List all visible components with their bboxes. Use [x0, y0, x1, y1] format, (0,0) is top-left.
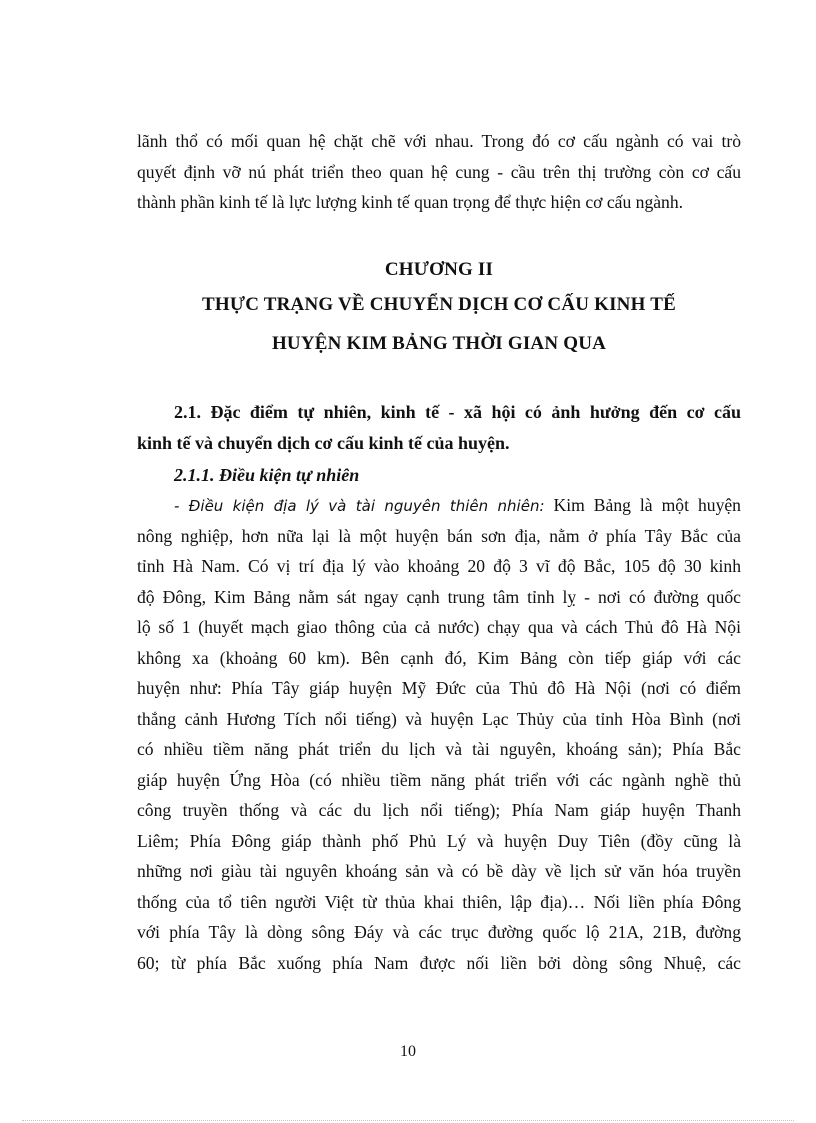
text-line: độ Đông, Kim Bảng nằm sát ngay cạnh trung tâm tỉnh lỵ - nơi có đường quốc: [137, 586, 741, 607]
text-line: không xa (khoảng 60 km). Bên cạnh đó, Kim Bảng còn tiếp giáp với các: [137, 647, 741, 668]
text-line: Liêm; Phía Đông giáp thành phố Phủ Lý và huyện Duy Tiên (đồy cũng là: [137, 830, 741, 851]
text-line: [137, 490, 741, 521]
text-line: giáp huyện Ứng Hòa (có nhiều tiềm năng phát triển với các ngành nghề thủ: [137, 769, 741, 790]
text-line: thống của tổ tiên người Việt từ thủa khai thiên, lập địa)… Nối liền phía Đông: [137, 891, 741, 912]
paragraph-lead-italic: - Điều kiện địa lý và tài nguyên thiên nhiên:: [174, 497, 545, 515]
text-line: lộ số 1 (huyết mạch giao thông của cả nước) chạy qua và cách Thủ đô Hà Nội: [137, 617, 741, 637]
text-line: huyện như: Phía Tây giáp huyện Mỹ Đức của Thủ đô Hà Nội (nơi có điểm: [137, 678, 741, 698]
section-heading-line: kinh tế và chuyển dịch cơ cấu kinh tế của huyện.: [137, 432, 510, 453]
page-number: 10: [400, 1043, 416, 1060]
text-line: quyết định vỡ nú phát triển theo quan hệ cung - cầu trên thị trường còn cơ cấu: [137, 161, 741, 182]
text-line: 60; từ phía Bắc xuống phía Nam được nối liền bởi dòng sông Nhuệ, các: [137, 952, 741, 973]
subsection-heading-2-1-1: 2.1.1. Điều kiện tự nhiên: [174, 465, 360, 485]
text-line: thành phần kinh tế là lực lượng kinh tế quan trọng để thực hiện cơ cấu ngành.: [137, 192, 684, 212]
text-line: thắng cảnh Hương Tích nổi tiếng) và huyện Lạc Thủy của tỉnh Hòa Bình (nơi: [137, 708, 741, 729]
text-line: nông nghiệp, hơn nữa lại là một huyện bán sơn địa, nằm ở phía Tây Bắc của: [137, 525, 741, 546]
text-line: với phía Tây là dòng sông Đáy và các trục đường quốc lộ 21A, 21B, đường: [137, 922, 741, 942]
section-heading-line: 2.1. Đặc điểm tự nhiên, kinh tế - xã hội có ảnh hưởng đến cơ cấu: [174, 402, 741, 422]
footer-divider: [22, 1120, 794, 1121]
text-line: những nơi giàu tài nguyên khoáng sản và có bề dày về lịch sử văn hóa truyền: [137, 861, 741, 881]
natural-conditions-paragraph: [137, 490, 741, 978]
paragraph-lead-rest: Kim Bảng là một huyện: [544, 495, 741, 515]
chapter-number: CHƯƠNG II: [384, 259, 494, 280]
text-line: lãnh thổ có mối quan hệ chặt chẽ với nhau. Trong đó cơ cấu ngành có vai trò: [137, 131, 741, 151]
chapter-title-line-1: THỰC TRẠNG VỀ CHUYỂN DỊCH CƠ CẤU KINH TẾ: [202, 294, 676, 315]
section-heading-2-1: [137, 395, 741, 456]
text-line: công truyền thống và các du lịch nổi tiếng); Phía Nam giáp huyện Thanh: [137, 800, 741, 820]
chapter-title-line-2: HUYỆN KIM BẢNG THỜI GIAN QUA: [271, 333, 607, 354]
intro-paragraph: [137, 126, 741, 218]
text-line: tỉnh Hà Nam. Có vị trí địa lý vào khoảng 20 độ 3 vĩ độ Bắc, 105 độ 30 kinh: [137, 556, 741, 576]
text-line: có nhiều tiềm năng phát triển du lịch và tài nguyên, khoáng sản); Phía Bắc: [137, 739, 741, 759]
